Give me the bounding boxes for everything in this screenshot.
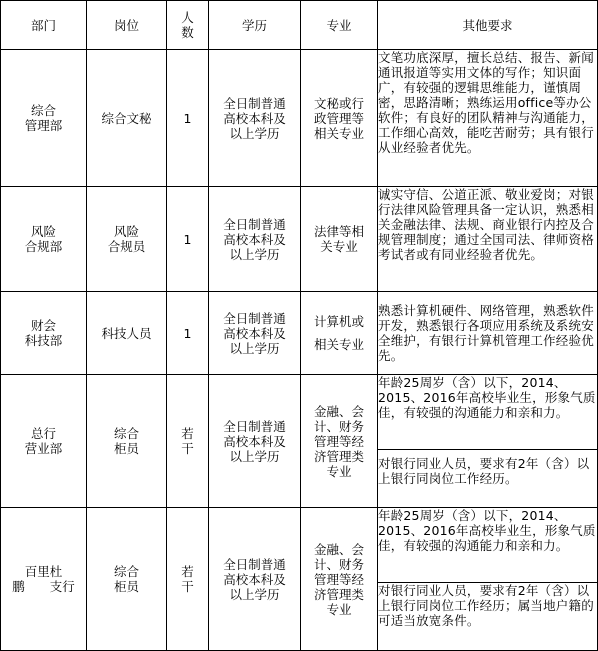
cell-major	[301, 375, 378, 508]
cell-count: 1	[167, 187, 209, 292]
major-line: 专业	[326, 601, 352, 617]
header-edu: 学历	[209, 1, 301, 50]
edu-line: 以上学历	[229, 586, 280, 602]
major-line: 专业	[326, 463, 352, 479]
cell-count: 1	[167, 50, 209, 187]
cell-edu	[209, 50, 301, 187]
header-count	[167, 1, 209, 50]
major-line: 管理等经	[313, 433, 364, 449]
cell-requirements: 诚实守信、公道正派、敬业爱岗；对银行法律风险管理具备一定认识，熟悉相关金融法律、法规、商业银行内控及合规管理制度；通过全国司法、律师资格考试者或有同业经验者优先。	[378, 187, 598, 292]
edu-line: 高校本科及	[223, 433, 286, 449]
cell-requirements: 熟悉计算机硬件、网络管理，熟悉软件开发，熟悉银行各项应用系统及系统安全维护，有银行计算机管理工作经验优先。	[378, 292, 598, 375]
header-major: 专业	[301, 1, 378, 50]
cell-dept	[1, 375, 87, 508]
edu-line: 以上学历	[229, 125, 280, 141]
table-row	[1, 508, 598, 583]
cell-requirements-b: 对银行同业人员，要求有2年（含）以上银行同岗位工作经历。	[378, 450, 598, 508]
dept-line: 财会	[30, 318, 56, 333]
cell-edu	[209, 375, 301, 508]
table-row	[1, 187, 598, 292]
post-line: 合规员	[107, 239, 146, 254]
cell-post	[87, 187, 167, 292]
cell-post	[87, 508, 167, 651]
cell-post: 综合文秘	[87, 50, 167, 187]
cell-dept	[1, 508, 87, 651]
edu-line: 高校本科及	[223, 231, 286, 247]
cell-major	[301, 187, 378, 292]
dept-line: 合规部	[24, 239, 63, 254]
edu-line: 高校本科及	[223, 325, 286, 341]
table-row	[1, 292, 598, 375]
major-line: 计算机或	[313, 314, 364, 329]
cell-count	[167, 375, 209, 508]
edu-line: 全日制普通	[223, 556, 286, 572]
count-line: 若	[181, 426, 194, 441]
cell-count	[167, 508, 209, 651]
header-count-line-1: 人	[181, 10, 194, 25]
major-line: 计、财务	[313, 556, 364, 572]
major-line: 管理等经	[313, 571, 364, 587]
dept-line: 风险	[30, 224, 56, 239]
post-line: 柜员	[113, 441, 139, 456]
major-line: 相关专业	[313, 337, 364, 352]
major-line: 政管理等	[313, 110, 364, 126]
cell-post	[87, 375, 167, 508]
cell-edu	[209, 292, 301, 375]
edu-line: 全日制普通	[223, 418, 286, 434]
header-post: 岗位	[87, 1, 167, 50]
cell-requirements-b: 对银行同业人员，要求有2年（含）以上银行同岗位工作经历；属当地户籍的可适当放宽条件。	[378, 583, 598, 651]
dept-line: 管理部	[24, 118, 63, 133]
post-line: 风险	[113, 224, 139, 239]
post-line: 综合	[113, 426, 139, 441]
dept-line: 总行	[30, 426, 56, 441]
header-dept: 部门	[1, 1, 87, 50]
major-line: 济管理类	[313, 448, 364, 464]
major-line: 金融、会	[313, 541, 364, 557]
edu-line: 高校本科及	[223, 571, 286, 587]
header-row	[1, 1, 598, 50]
major-line: 计、财务	[313, 418, 364, 434]
cell-dept	[1, 50, 87, 187]
major-line: 济管理类	[313, 586, 364, 602]
post-line: 综合	[113, 564, 139, 579]
dept-line: 百里杜	[24, 564, 63, 579]
edu-line: 全日制普通	[223, 310, 286, 326]
cell-count: 1	[167, 292, 209, 375]
cell-edu	[209, 508, 301, 651]
cell-major	[301, 50, 378, 187]
count-line: 干	[181, 441, 194, 456]
cell-dept	[1, 292, 87, 375]
cell-dept	[1, 187, 87, 292]
cell-requirements-a: 年龄25周岁（含）以下，2014、2015、2016年高校毕业生，形象气质佳，有较强的沟通能力和亲和力。	[378, 375, 598, 450]
cell-post: 科技人员	[87, 292, 167, 375]
major-line: 法律等相	[313, 224, 364, 239]
cell-major	[301, 292, 378, 375]
dept-line: 科技部	[24, 333, 63, 348]
count-line: 若	[181, 564, 194, 579]
edu-line: 以上学历	[229, 246, 280, 262]
major-line: 金融、会	[313, 403, 364, 419]
edu-line: 以上学历	[229, 448, 280, 464]
post-line: 柜员	[113, 579, 139, 594]
table-row	[1, 50, 598, 187]
edu-line: 全日制普通	[223, 95, 286, 111]
major-line: 关专业	[320, 239, 358, 254]
edu-line: 以上学历	[229, 340, 280, 356]
major-line: 文秘或行	[313, 95, 364, 111]
edu-line: 高校本科及	[223, 110, 286, 126]
cell-requirements-a: 年龄25周岁（含）以下，2014、2015、2016年高校毕业生，形象气质佳，有较强的沟通能力和亲和力。	[378, 508, 598, 583]
table-row	[1, 375, 598, 450]
dept-line: 鹏 支行	[12, 579, 75, 594]
count-line: 干	[181, 579, 194, 594]
cell-major	[301, 508, 378, 651]
cell-edu	[209, 187, 301, 292]
dept-line: 营业部	[24, 441, 63, 456]
header-count-line-2: 数	[181, 25, 194, 40]
dept-line: 综合	[30, 103, 56, 118]
cell-requirements: 文笔功底深厚，擅长总结、报告、新闻通讯报道等实用文体的写作；知识面广，有较强的逻辑思维能力，谨慎周密，思路清晰；熟练运用office等办公软件；有良好的团队精神与沟通能力，工作细心高效，能吃苦耐劳；具有银行从业经验者优先。	[378, 50, 598, 187]
major-line: 相关专业	[313, 125, 364, 141]
header-requirements: 其他要求	[378, 1, 598, 50]
edu-line: 全日制普通	[223, 216, 286, 232]
